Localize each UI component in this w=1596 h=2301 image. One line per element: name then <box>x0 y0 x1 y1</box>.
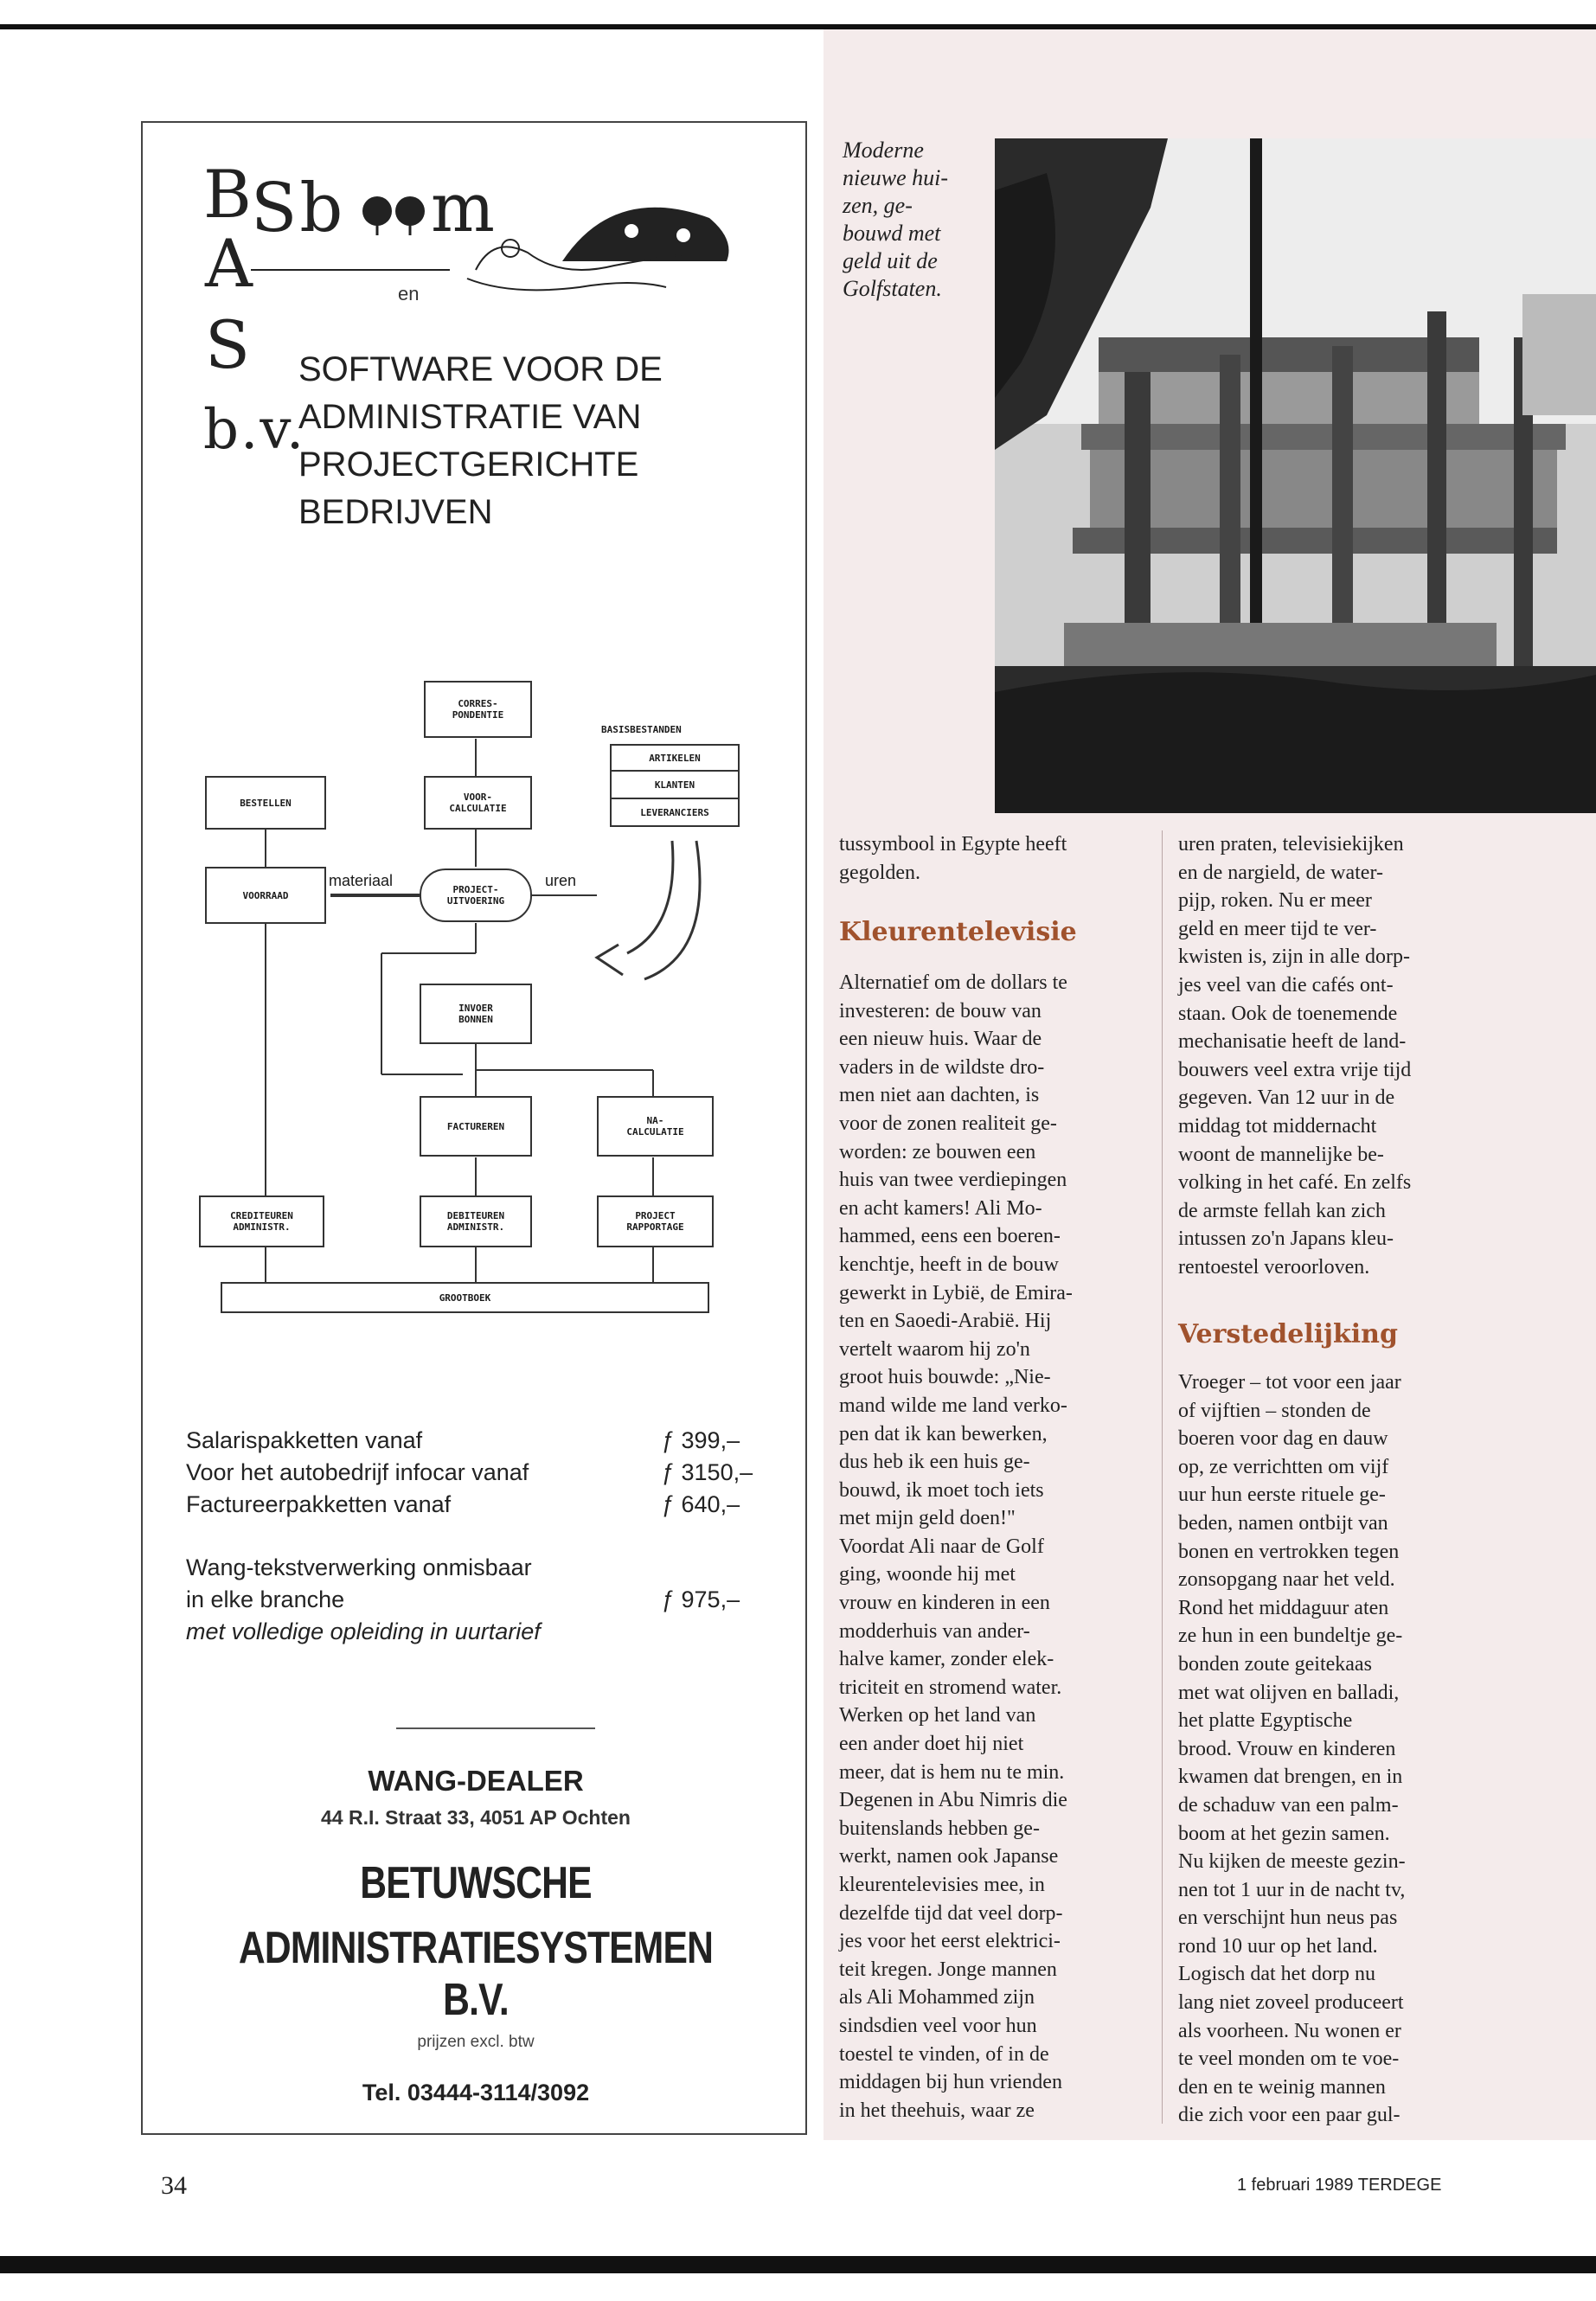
price-value: ƒ 640,– <box>662 1491 740 1517</box>
node-nacalculatie: NA- CALCULATIE <box>597 1096 714 1157</box>
node-factureren: FACTUREREN <box>420 1096 532 1157</box>
node-leveranciers: LEVERANCIERS <box>610 799 740 827</box>
column1-intro: tussymbool in Egypte heeft gegolden. <box>839 833 1067 884</box>
logo-a: A <box>205 225 254 302</box>
column2-body: Vroeger – tot voor een jaar of vijftien – stonden de boeren voor dag en dauw op, ze verrichtten om vijf uur hun eerste rituele ge- beden, namen ontbijt van bonen en vertrokken tegen zonsopgang naar het veld. Rond het middaguur aten ze hun in een bundeltje ge- bonden zoute geitekaas met wat olijven en balladi, het platte Egyptische brood. Vrouw en kinderen kwamen dat brengen, en in de schaduw van een palm- boom at het gezin samen. Nu kijken de meeste gezin- nen tot 1 uur in de nacht tv, en verschijnt hun neus pas rond 10 uur op het land. Logisch dat het dorp nu lang niet zoveel produceert als voorheen. Nu wonen er te veel monden om te voe- den en te weinig mannen die zich voor een paar gul- <box>1178 1371 1406 2127</box>
headline-line: ADMINISTRATIE VAN <box>298 398 642 436</box>
advertisement-box <box>141 121 807 2135</box>
node-project-rapportage: PROJECT RAPPORTAGE <box>597 1195 714 1247</box>
company-name-line1: BETUWSCHE <box>360 1858 592 1908</box>
company-name-line2: ADMINISTRATIESYSTEMEN B.V. <box>238 1923 714 2025</box>
svg-text:m: m <box>431 170 495 247</box>
wang-price: ƒ 975,– <box>662 1586 740 1612</box>
price-value: ƒ 3150,– <box>662 1459 753 1485</box>
node-invoer-bonnen: INVOER BONNEN <box>420 984 532 1044</box>
label-materiaal: materiaal <box>329 872 394 889</box>
node-klanten: KLANTEN <box>610 772 740 799</box>
wang-note: met volledige opleiding in uurtarief <box>186 1618 541 1644</box>
logo-bv: b.v. <box>203 398 306 462</box>
price-value: ƒ 399,– <box>662 1427 740 1453</box>
wang-line2: in elke branche <box>186 1586 345 1612</box>
price-label: Factureerpakketten vanaf <box>186 1491 452 1517</box>
building-photo-illustration <box>995 138 1596 813</box>
price-label: Voor het autobedrijf infocar vanaf <box>186 1459 529 1485</box>
prices-note: prijzen excl. btw <box>417 2033 535 2051</box>
photo-modern-houses <box>995 138 1596 813</box>
heading-kleurentelevisie: Kleurentelevisie <box>839 917 1077 947</box>
bottom-rule <box>0 2256 1596 2273</box>
headline-line: PROJECTGERICHTE <box>298 445 639 484</box>
headline-line: BEDRIJVEN <box>298 493 493 531</box>
dealer-address: 44 R.I. Straat 33, 4051 AP Ochten <box>321 1806 631 1829</box>
divider <box>396 1727 595 1729</box>
logo-en: en <box>398 283 420 304</box>
column2-intro: uren praten, televisiekijken en de nargield, de water- pijp, roken. Nu er meer geld en meer tijd te ver- kwisten is, zijn in alle dorp- jes veel van die cafés ont- staan. Ook de toenemende mechanisatie heeft de land- bouwers veel extra vrije tijd gegeven. Van 12 uur in de middag tot middernacht woont de mannelijke be- volking in het café. En zelfs de armste fellah kan zich intussen zo'n Japans kleu- rentoestel veroorloven. <box>1178 833 1412 1279</box>
node-voorraad: VOORRAAD <box>205 867 326 924</box>
node-correspondentie: CORRES- PONDENTIE <box>424 681 532 738</box>
logo-b: B <box>203 156 253 233</box>
photo-caption: Moderne nieuwe hui- zen, ge- bouwd met geld uit de Golfstaten. <box>843 138 949 301</box>
column-divider <box>1162 830 1163 2124</box>
node-bestellen: BESTELLEN <box>205 776 326 830</box>
dealer-title: WANG-DEALER <box>368 1765 584 1797</box>
node-projectuitvoering: PROJECT- UITVOERING <box>420 868 532 922</box>
node-voorcalculatie: VOOR- CALCULATIE <box>424 776 532 830</box>
logo-s: S <box>205 306 253 383</box>
telephone: Tel. 03444-3114/3092 <box>362 2080 590 2106</box>
page-number: 34 <box>161 2171 187 2200</box>
node-crediteuren: CREDITEUREN ADMINISTR. <box>199 1195 324 1247</box>
heading-verstedelijking: Verstedelijking <box>1178 1319 1398 1349</box>
label-uren: uren <box>545 872 577 889</box>
node-debiteuren: DEBITEUREN ADMINISTR. <box>420 1195 532 1247</box>
headline-line: SOFTWARE VOOR DE <box>298 350 663 388</box>
node-artikelen: ARTIKELEN <box>610 744 740 772</box>
issue-date: 1 februari 1989 TERDEGE <box>1237 2176 1442 2195</box>
wang-line1: Wang-tekstverwerking onmisbaar <box>186 1554 532 1580</box>
price-label: Salarispakketten vanaf <box>186 1427 423 1453</box>
flow-diagram <box>143 123 809 2137</box>
label-basisbestanden: BASISBESTANDEN <box>601 724 682 735</box>
svg-text:Sb: Sb <box>251 170 346 247</box>
node-grootboek: GROOTBOEK <box>221 1282 709 1313</box>
column1-body: Alternatief om de dollars te investeren: de bouw van een nieuw huis. Waar de vaders in de wildste dro- men niet aan dachten, is voor de zonen realiteit ge- worden: ze bouwen een huis van twee verdiepingen en acht kamers! Ali Mo- hammed, eens een boeren- kenchtje, heeft in de bouw gewerkt in Lybië, de Emira- ten en Saoedi-Arabië. Hij vertelt waarom hij zo'n groot huis bouwde: „Nie- mand wilde me land verko- pen dat ik kan bewerken, dus heb ik een huis ge- bouwd, ik moet toch iets met mijn geld doen!" Voordat Ali naar de Golf ging, woonde hij met vrouw en kinderen in een modderhuis van ander- halve kamer, zonder elek- triciteit en stromend water. Werken op het land van een ander doet hij niet meer, dat is hem nu te min. Degenen in Abu Nimris die buitenslands hebben ge- werkt, namen ook Japanse kleurentelevisies mee, in dezelfde tijd dat veel dorp- jes voor het eerst elektrici- teit kregen. Jonge mannen als Ali Mohammed zijn sindsdien veel voor hun toestel te vinden, of in de middagen bij hun vrienden in het theehuis, waar ze <box>839 971 1073 2122</box>
